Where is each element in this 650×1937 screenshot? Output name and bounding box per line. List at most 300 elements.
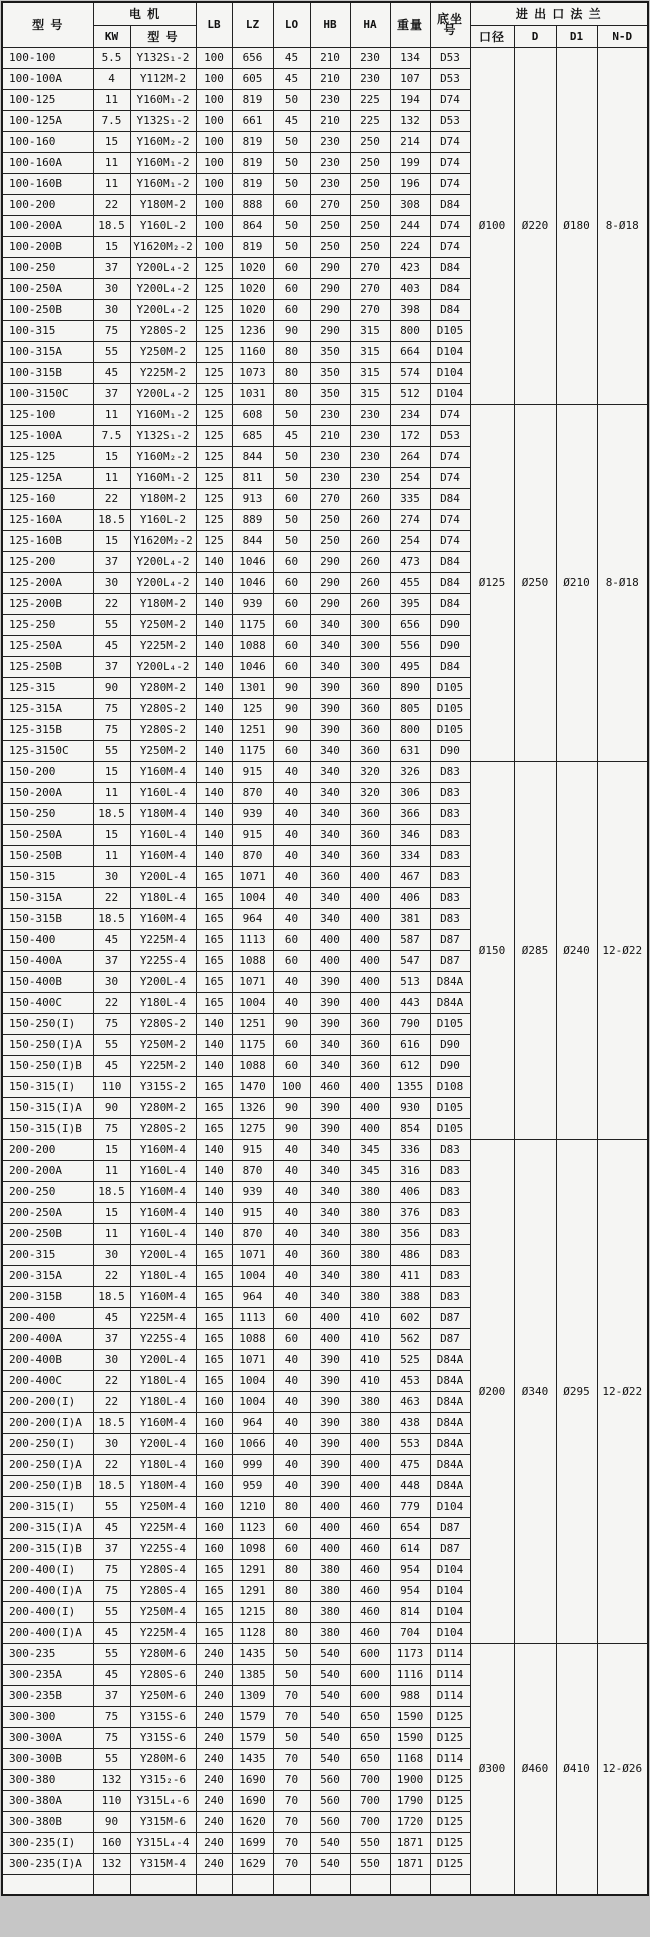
motor-model-cell: Y280S-2 bbox=[130, 320, 196, 341]
base-cell: D74 bbox=[430, 446, 470, 467]
hb-cell: 390 bbox=[310, 1097, 350, 1118]
weight-cell: 244 bbox=[390, 215, 430, 236]
lb-cell: 140 bbox=[196, 719, 232, 740]
lo-cell: 80 bbox=[273, 1601, 310, 1622]
model-cell: 100-250B bbox=[2, 299, 93, 320]
lz-cell: 1113 bbox=[232, 929, 273, 950]
lz-cell: 999 bbox=[232, 1454, 273, 1475]
motor-model-cell: Y280M-6 bbox=[130, 1643, 196, 1664]
lb-cell: 240 bbox=[196, 1748, 232, 1769]
base-cell: D83 bbox=[430, 1286, 470, 1307]
kw-cell: 90 bbox=[93, 1811, 130, 1832]
lb-cell: 140 bbox=[196, 593, 232, 614]
lo-cell: 40 bbox=[273, 992, 310, 1013]
weight-cell: 1116 bbox=[390, 1664, 430, 1685]
kw-cell: 75 bbox=[93, 1118, 130, 1139]
kw-cell: 15 bbox=[93, 761, 130, 782]
base-cell: D84 bbox=[430, 278, 470, 299]
flange-bore-cell: Ø200 bbox=[470, 1139, 514, 1643]
kw-cell: 22 bbox=[93, 1265, 130, 1286]
ha-cell: 380 bbox=[350, 1412, 390, 1433]
base-cell: D125 bbox=[430, 1811, 470, 1832]
lo-cell: 40 bbox=[273, 761, 310, 782]
model-cell: 100-160B bbox=[2, 173, 93, 194]
lo-cell: 50 bbox=[273, 236, 310, 257]
kw-cell: 30 bbox=[93, 1244, 130, 1265]
kw-cell: 4 bbox=[93, 68, 130, 89]
lb-cell: 140 bbox=[196, 1181, 232, 1202]
lo-cell: 70 bbox=[273, 1748, 310, 1769]
model-cell: 125-160B bbox=[2, 530, 93, 551]
base-cell: D114 bbox=[430, 1685, 470, 1706]
hb-cell: 400 bbox=[310, 1328, 350, 1349]
weight-cell: 366 bbox=[390, 803, 430, 824]
base-cell: D90 bbox=[430, 1034, 470, 1055]
lo-cell: 80 bbox=[273, 383, 310, 404]
lz-cell: 870 bbox=[232, 845, 273, 866]
motor-model-cell: Y160M-4 bbox=[130, 1202, 196, 1223]
lo-cell: 50 bbox=[273, 215, 310, 236]
flange-d-cell: Ø220 bbox=[514, 47, 556, 404]
ha-cell: 360 bbox=[350, 1013, 390, 1034]
weight-cell: 814 bbox=[390, 1601, 430, 1622]
kw-cell: 11 bbox=[93, 1223, 130, 1244]
lz-cell: 1291 bbox=[232, 1580, 273, 1601]
motor-model-cell: Y200L₄-2 bbox=[130, 383, 196, 404]
lb-cell: 165 bbox=[196, 1097, 232, 1118]
model-cell: 300-235B bbox=[2, 1685, 93, 1706]
lb-cell: 140 bbox=[196, 677, 232, 698]
lo-cell: 50 bbox=[273, 467, 310, 488]
kw-cell: 45 bbox=[93, 1664, 130, 1685]
weight-cell: 132 bbox=[390, 110, 430, 131]
kw-cell: 15 bbox=[93, 1202, 130, 1223]
kw-cell: 160 bbox=[93, 1832, 130, 1853]
table-row bbox=[2, 404, 648, 425]
ha-cell: 380 bbox=[350, 1223, 390, 1244]
kw-cell: 75 bbox=[93, 698, 130, 719]
lb-cell: 165 bbox=[196, 1559, 232, 1580]
kw-cell: 15 bbox=[93, 236, 130, 257]
ha-cell: 230 bbox=[350, 47, 390, 68]
ha-cell: 260 bbox=[350, 488, 390, 509]
motor-model-cell: Y225M-4 bbox=[130, 1622, 196, 1643]
lb-cell: 165 bbox=[196, 992, 232, 1013]
model-cell: 125-315B bbox=[2, 719, 93, 740]
header-motor-group: 电 机 bbox=[93, 2, 196, 25]
model-cell: 150-250(I)B bbox=[2, 1055, 93, 1076]
lb-cell: 240 bbox=[196, 1853, 232, 1874]
ha-cell: 400 bbox=[350, 950, 390, 971]
hb-cell: 340 bbox=[310, 887, 350, 908]
lb-cell: 100 bbox=[196, 194, 232, 215]
weight-cell: 790 bbox=[390, 1013, 430, 1034]
weight-cell: 326 bbox=[390, 761, 430, 782]
base-cell: D114 bbox=[430, 1664, 470, 1685]
motor-model-cell: Y132S₁-2 bbox=[130, 47, 196, 68]
kw-cell: 90 bbox=[93, 1097, 130, 1118]
model-cell: 100-160 bbox=[2, 131, 93, 152]
ha-cell: 460 bbox=[350, 1601, 390, 1622]
base-cell: D83 bbox=[430, 866, 470, 887]
lb-cell: 125 bbox=[196, 383, 232, 404]
lb-cell: 165 bbox=[196, 950, 232, 971]
weight-cell: 356 bbox=[390, 1223, 430, 1244]
ha-cell: 700 bbox=[350, 1769, 390, 1790]
motor-model-cell: Y200L₄-2 bbox=[130, 551, 196, 572]
motor-model-cell: Y315M-4 bbox=[130, 1853, 196, 1874]
motor-model-cell: Y200L-4 bbox=[130, 866, 196, 887]
model-cell: 200-400(I) bbox=[2, 1601, 93, 1622]
model-cell: 150-315(I) bbox=[2, 1076, 93, 1097]
hb-cell: 290 bbox=[310, 593, 350, 614]
hb-cell: 290 bbox=[310, 299, 350, 320]
model-cell: 300-380 bbox=[2, 1769, 93, 1790]
lb-cell: 160 bbox=[196, 1433, 232, 1454]
motor-model-cell: Y280S-2 bbox=[130, 1013, 196, 1034]
kw-cell: 11 bbox=[93, 845, 130, 866]
lb-cell: 165 bbox=[196, 1307, 232, 1328]
lo-cell: 40 bbox=[273, 1391, 310, 1412]
ha-cell: 230 bbox=[350, 467, 390, 488]
hb-cell: 210 bbox=[310, 425, 350, 446]
kw-cell: 37 bbox=[93, 950, 130, 971]
model-cell: 150-315A bbox=[2, 887, 93, 908]
base-cell: D114 bbox=[430, 1643, 470, 1664]
flange-d1-cell: Ø180 bbox=[556, 47, 597, 404]
base-cell: D74 bbox=[430, 131, 470, 152]
ha-cell: 380 bbox=[350, 1286, 390, 1307]
weight-cell: 316 bbox=[390, 1160, 430, 1181]
hb-cell: 340 bbox=[310, 614, 350, 635]
weight-cell: 134 bbox=[390, 47, 430, 68]
motor-model-cell: Y225S-4 bbox=[130, 1328, 196, 1349]
motor-model-cell: Y315S-2 bbox=[130, 1076, 196, 1097]
motor-model-cell: Y250M-2 bbox=[130, 1034, 196, 1055]
base-cell: D125 bbox=[430, 1769, 470, 1790]
lz-cell: 844 bbox=[232, 530, 273, 551]
motor-model-cell: Y280S-2 bbox=[130, 719, 196, 740]
lb-cell: 165 bbox=[196, 1265, 232, 1286]
lz-cell: 1113 bbox=[232, 1307, 273, 1328]
lb-cell: 140 bbox=[196, 551, 232, 572]
flange-d-cell: Ø340 bbox=[514, 1139, 556, 1643]
kw-cell: 11 bbox=[93, 467, 130, 488]
lz-cell: 1071 bbox=[232, 1244, 273, 1265]
model-cell: 125-125A bbox=[2, 467, 93, 488]
hb-cell: 270 bbox=[310, 488, 350, 509]
lb-cell: 100 bbox=[196, 131, 232, 152]
lz-cell: 1071 bbox=[232, 866, 273, 887]
base-cell: D83 bbox=[430, 824, 470, 845]
hb-cell: 340 bbox=[310, 1160, 350, 1181]
model-cell: 200-315(I)A bbox=[2, 1517, 93, 1538]
motor-model-cell: Y200L-4 bbox=[130, 1433, 196, 1454]
lo-cell: 40 bbox=[273, 887, 310, 908]
lz-cell: 844 bbox=[232, 446, 273, 467]
lb-cell: 100 bbox=[196, 215, 232, 236]
hb-cell: 390 bbox=[310, 992, 350, 1013]
lo-cell: 60 bbox=[273, 278, 310, 299]
base-cell: D83 bbox=[430, 803, 470, 824]
table-row bbox=[2, 1643, 648, 1664]
ha-cell: 300 bbox=[350, 614, 390, 635]
base-cell: D84 bbox=[430, 488, 470, 509]
lo-cell: 40 bbox=[273, 1160, 310, 1181]
model-cell: 125-315 bbox=[2, 677, 93, 698]
ha-cell: 230 bbox=[350, 425, 390, 446]
lo-cell: 40 bbox=[273, 1475, 310, 1496]
lo-cell: 90 bbox=[273, 1118, 310, 1139]
base-cell: D84A bbox=[430, 1475, 470, 1496]
base-cell: D83 bbox=[430, 1139, 470, 1160]
lz-cell: 1275 bbox=[232, 1118, 273, 1139]
ha-cell: 260 bbox=[350, 530, 390, 551]
ha-cell: 400 bbox=[350, 1076, 390, 1097]
lo-cell: 50 bbox=[273, 89, 310, 110]
base-cell: D125 bbox=[430, 1706, 470, 1727]
motor-model-cell: Y315M-6 bbox=[130, 1811, 196, 1832]
weight-cell: 890 bbox=[390, 677, 430, 698]
motor-model-cell: Y160M₁-2 bbox=[130, 152, 196, 173]
motor-model-cell: Y160M-4 bbox=[130, 1139, 196, 1160]
kw-cell: 45 bbox=[93, 1517, 130, 1538]
lo-cell: 60 bbox=[273, 1055, 310, 1076]
model-cell: 125-3150C bbox=[2, 740, 93, 761]
model-cell: 200-250 bbox=[2, 1181, 93, 1202]
weight-cell: 1173 bbox=[390, 1643, 430, 1664]
lz-cell: 1435 bbox=[232, 1643, 273, 1664]
ha-cell: 225 bbox=[350, 110, 390, 131]
kw-cell: 75 bbox=[93, 1559, 130, 1580]
model-cell: 150-400 bbox=[2, 929, 93, 950]
kw-cell: 75 bbox=[93, 1706, 130, 1727]
ha-cell: 700 bbox=[350, 1811, 390, 1832]
motor-model-cell: Y225M-4 bbox=[130, 1307, 196, 1328]
kw-cell: 55 bbox=[93, 1496, 130, 1517]
motor-model-cell: Y180M-2 bbox=[130, 593, 196, 614]
motor-model-cell: Y180L-4 bbox=[130, 1370, 196, 1391]
lz-cell: 1579 bbox=[232, 1727, 273, 1748]
kw-cell: 55 bbox=[93, 614, 130, 635]
ha-cell: 380 bbox=[350, 1391, 390, 1412]
lb-cell: 165 bbox=[196, 887, 232, 908]
lz-cell: 1088 bbox=[232, 635, 273, 656]
ha-cell: 460 bbox=[350, 1496, 390, 1517]
lb-cell: 140 bbox=[196, 614, 232, 635]
lb-cell: 140 bbox=[196, 782, 232, 803]
lo-cell: 70 bbox=[273, 1853, 310, 1874]
lz-cell: 1690 bbox=[232, 1790, 273, 1811]
hb-cell: 350 bbox=[310, 383, 350, 404]
ha-cell: 260 bbox=[350, 593, 390, 614]
ha-cell: 315 bbox=[350, 362, 390, 383]
motor-model-cell: Y315L₄-6 bbox=[130, 1790, 196, 1811]
flange-d-cell: Ø460 bbox=[514, 1643, 556, 1895]
motor-model-cell: Y160L-2 bbox=[130, 215, 196, 236]
model-cell: 100-250A bbox=[2, 278, 93, 299]
base-cell: D105 bbox=[430, 677, 470, 698]
lb-cell: 140 bbox=[196, 1139, 232, 1160]
lo-cell: 50 bbox=[273, 530, 310, 551]
flange-bore-cell: Ø300 bbox=[470, 1643, 514, 1895]
weight-cell: 448 bbox=[390, 1475, 430, 1496]
base-cell: D90 bbox=[430, 1055, 470, 1076]
base-cell: D84 bbox=[430, 257, 470, 278]
lb-cell: 140 bbox=[196, 1034, 232, 1055]
lz-cell: 1020 bbox=[232, 299, 273, 320]
hb-cell: 340 bbox=[310, 1223, 350, 1244]
kw-cell: 37 bbox=[93, 1685, 130, 1706]
flange-d1-cell: Ø295 bbox=[556, 1139, 597, 1643]
motor-model-cell: Y180L-4 bbox=[130, 887, 196, 908]
lz-cell: 1326 bbox=[232, 1097, 273, 1118]
lb-cell: 125 bbox=[196, 425, 232, 446]
hb-cell: 340 bbox=[310, 761, 350, 782]
lb-cell: 100 bbox=[196, 152, 232, 173]
hb-cell: 230 bbox=[310, 404, 350, 425]
ha-cell: 270 bbox=[350, 257, 390, 278]
motor-model-cell: Y280M-2 bbox=[130, 677, 196, 698]
kw-cell: 37 bbox=[93, 551, 130, 572]
base-cell: D104 bbox=[430, 383, 470, 404]
lz-cell: 1088 bbox=[232, 1328, 273, 1349]
lb-cell: 240 bbox=[196, 1811, 232, 1832]
base-cell: D87 bbox=[430, 950, 470, 971]
lz-cell: 1210 bbox=[232, 1496, 273, 1517]
motor-model-cell: Y225M-2 bbox=[130, 362, 196, 383]
kw-cell: 37 bbox=[93, 257, 130, 278]
lo-cell: 40 bbox=[273, 1244, 310, 1265]
motor-model-cell: Y315L₄-4 bbox=[130, 1832, 196, 1853]
base-cell: D84A bbox=[430, 1433, 470, 1454]
lz-cell: 959 bbox=[232, 1475, 273, 1496]
weight-cell: 602 bbox=[390, 1307, 430, 1328]
kw-cell: 22 bbox=[93, 593, 130, 614]
model-cell: 100-100A bbox=[2, 68, 93, 89]
motor-model-cell bbox=[130, 1874, 196, 1895]
base-cell: D125 bbox=[430, 1853, 470, 1874]
lz-cell: 870 bbox=[232, 782, 273, 803]
weight-cell: 525 bbox=[390, 1349, 430, 1370]
lz-cell: 915 bbox=[232, 824, 273, 845]
weight-cell: 172 bbox=[390, 425, 430, 446]
motor-model-cell: Y160M₂-2 bbox=[130, 446, 196, 467]
flange-bore-cell: Ø150 bbox=[470, 761, 514, 1139]
lz-cell: 1128 bbox=[232, 1622, 273, 1643]
hb-cell: 560 bbox=[310, 1790, 350, 1811]
motor-model-cell: Y160M₁-2 bbox=[130, 404, 196, 425]
weight-cell: 107 bbox=[390, 68, 430, 89]
hb-cell: 390 bbox=[310, 677, 350, 698]
lb-cell: 165 bbox=[196, 866, 232, 887]
hb-cell: 360 bbox=[310, 1244, 350, 1265]
base-cell: D90 bbox=[430, 635, 470, 656]
lo-cell: 90 bbox=[273, 320, 310, 341]
weight-cell: 656 bbox=[390, 614, 430, 635]
kw-cell: 11 bbox=[93, 404, 130, 425]
lo-cell: 60 bbox=[273, 1538, 310, 1559]
weight-cell: 614 bbox=[390, 1538, 430, 1559]
motor-model-cell: Y315S-6 bbox=[130, 1727, 196, 1748]
lz-cell: 1251 bbox=[232, 1013, 273, 1034]
lo-cell: 40 bbox=[273, 971, 310, 992]
header-lb: LB bbox=[196, 2, 232, 47]
hb-cell: 340 bbox=[310, 1181, 350, 1202]
hb-cell: 390 bbox=[310, 1412, 350, 1433]
kw-cell: 11 bbox=[93, 173, 130, 194]
hb-cell: 400 bbox=[310, 1538, 350, 1559]
lz-cell: 1088 bbox=[232, 1055, 273, 1076]
lz-cell: 1215 bbox=[232, 1601, 273, 1622]
lo-cell: 60 bbox=[273, 1034, 310, 1055]
pump-spec-table bbox=[1, 1, 649, 1896]
lo-cell: 40 bbox=[273, 824, 310, 845]
motor-model-cell: Y280S-4 bbox=[130, 1580, 196, 1601]
weight-cell: 1871 bbox=[390, 1853, 430, 1874]
model-cell: 200-315(I)B bbox=[2, 1538, 93, 1559]
lz-cell: 685 bbox=[232, 425, 273, 446]
lz-cell: 811 bbox=[232, 467, 273, 488]
lo-cell: 90 bbox=[273, 1097, 310, 1118]
kw-cell: 37 bbox=[93, 383, 130, 404]
lz-cell: 1004 bbox=[232, 1391, 273, 1412]
lb-cell: 125 bbox=[196, 257, 232, 278]
ha-cell: 600 bbox=[350, 1664, 390, 1685]
weight-cell: 196 bbox=[390, 173, 430, 194]
weight-cell: 254 bbox=[390, 530, 430, 551]
lz-cell: 1098 bbox=[232, 1538, 273, 1559]
header-d1: D1 bbox=[556, 25, 597, 47]
weight-cell: 274 bbox=[390, 509, 430, 530]
lz-cell: 864 bbox=[232, 215, 273, 236]
ha-cell: 250 bbox=[350, 152, 390, 173]
hb-cell: 390 bbox=[310, 698, 350, 719]
lz-cell: 819 bbox=[232, 152, 273, 173]
hb-cell: 340 bbox=[310, 1202, 350, 1223]
lb-cell: 240 bbox=[196, 1790, 232, 1811]
lz-cell: 1004 bbox=[232, 1370, 273, 1391]
motor-model-cell: Y280S-2 bbox=[130, 1118, 196, 1139]
base-cell: D74 bbox=[430, 467, 470, 488]
ha-cell: 360 bbox=[350, 698, 390, 719]
kw-cell: 18.5 bbox=[93, 803, 130, 824]
kw-cell: 75 bbox=[93, 719, 130, 740]
lo-cell bbox=[273, 1874, 310, 1895]
base-cell: D84A bbox=[430, 1391, 470, 1412]
lo-cell: 90 bbox=[273, 698, 310, 719]
hb-cell: 390 bbox=[310, 1454, 350, 1475]
lo-cell: 70 bbox=[273, 1790, 310, 1811]
table-header bbox=[2, 2, 648, 47]
hb-cell: 390 bbox=[310, 1475, 350, 1496]
ha-cell: 300 bbox=[350, 635, 390, 656]
lb-cell: 140 bbox=[196, 1013, 232, 1034]
flange-nd-cell: 12-Ø26 bbox=[597, 1643, 648, 1895]
weight-cell: 486 bbox=[390, 1244, 430, 1265]
lo-cell: 40 bbox=[273, 1265, 310, 1286]
kw-cell: 75 bbox=[93, 1727, 130, 1748]
hb-cell: 230 bbox=[310, 131, 350, 152]
lb-cell: 125 bbox=[196, 362, 232, 383]
lz-cell: 1385 bbox=[232, 1664, 273, 1685]
motor-model-cell: Y160M-4 bbox=[130, 1286, 196, 1307]
hb-cell bbox=[310, 1874, 350, 1895]
ha-cell: 400 bbox=[350, 887, 390, 908]
ha-cell: 410 bbox=[350, 1328, 390, 1349]
lb-cell: 165 bbox=[196, 1601, 232, 1622]
lo-cell: 40 bbox=[273, 1181, 310, 1202]
